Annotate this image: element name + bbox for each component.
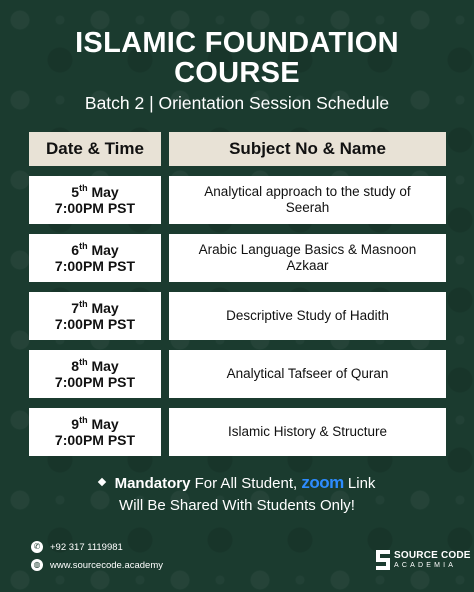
notice-line2: Will Be Shared With Students Only!	[119, 497, 355, 514]
course-title	[0, 28, 474, 88]
time: 7:00PM PST	[54, 432, 136, 448]
subject-cell	[169, 176, 446, 224]
logo-text	[394, 550, 471, 570]
subject-name: Islamic History & Structure	[227, 424, 388, 439]
time: 7:00PM PST	[54, 200, 136, 216]
batch-subtitle: Batch 2 | Orientation Session Schedule	[84, 93, 390, 113]
notice-text2: Link	[347, 475, 376, 492]
day-number: 9	[71, 416, 80, 432]
table-row	[29, 234, 446, 282]
logo-text-top: SOURCE CODE	[394, 550, 471, 561]
subject-name: Descriptive Study of Hadith	[226, 308, 389, 323]
month: May	[91, 300, 119, 316]
date-cell	[29, 234, 161, 282]
date-cell	[29, 292, 161, 340]
phone-icon: ✆	[31, 541, 43, 553]
date-cell	[29, 176, 161, 224]
month: May	[91, 242, 119, 258]
website-contact	[31, 559, 163, 571]
header-date-time: Date & Time	[29, 132, 161, 166]
day-suffix: th	[79, 299, 88, 309]
website-url: www.sourcecode.academy	[50, 559, 163, 571]
diamond-bullet-icon	[97, 478, 105, 486]
subject-name: Analytical approach to the study of Seerah	[204, 184, 411, 215]
course-title-line1: ISLAMIC FOUNDATION	[75, 27, 399, 59]
course-title-line2: COURSE	[174, 57, 300, 89]
table-row	[29, 350, 446, 398]
mandatory-notice	[0, 472, 474, 517]
globe-icon: ◍	[31, 559, 43, 571]
date-line	[71, 242, 118, 258]
table-row	[29, 408, 446, 456]
subject-name: Arabic Language Basics & Masnoon Azkaar	[198, 242, 417, 273]
day-number: 5	[71, 184, 80, 200]
date-cell	[29, 350, 161, 398]
date-line	[71, 416, 118, 432]
month: May	[91, 416, 119, 432]
phone-contact	[31, 541, 123, 553]
time: 7:00PM PST	[54, 316, 136, 332]
time: 7:00PM PST	[54, 258, 136, 274]
logo-text-bottom: ACADEMIA	[394, 562, 457, 569]
table-row	[29, 292, 446, 340]
table-row	[29, 176, 446, 224]
subject-cell	[169, 292, 446, 340]
day-number: 8	[71, 358, 80, 374]
phone-number: +92 317 1119981	[50, 541, 123, 553]
date-cell	[29, 408, 161, 456]
day-number: 6	[71, 242, 80, 258]
month: May	[91, 358, 119, 374]
date-line	[71, 300, 118, 316]
subject-cell	[169, 408, 446, 456]
day-suffix: th	[79, 241, 88, 251]
day-suffix: th	[79, 357, 88, 367]
source-code-academia-logo	[376, 550, 471, 570]
date-line	[71, 358, 118, 374]
subject-cell	[169, 234, 446, 282]
day-number: 7	[71, 300, 80, 316]
subject-cell	[169, 350, 446, 398]
zoom-logo: zoom	[301, 473, 344, 492]
time: 7:00PM PST	[54, 374, 136, 390]
subject-name: Analytical Tafseer of Quran	[226, 366, 389, 381]
logo-mark-icon	[376, 550, 390, 570]
day-suffix: th	[79, 183, 88, 193]
notice-text1: For All Student,	[194, 475, 298, 492]
header-subject: Subject No & Name	[169, 132, 446, 166]
date-line	[71, 184, 118, 200]
notice-line1	[0, 472, 474, 495]
month: May	[91, 184, 119, 200]
notice-mandatory: Mandatory	[114, 475, 191, 492]
day-suffix: th	[79, 415, 88, 425]
